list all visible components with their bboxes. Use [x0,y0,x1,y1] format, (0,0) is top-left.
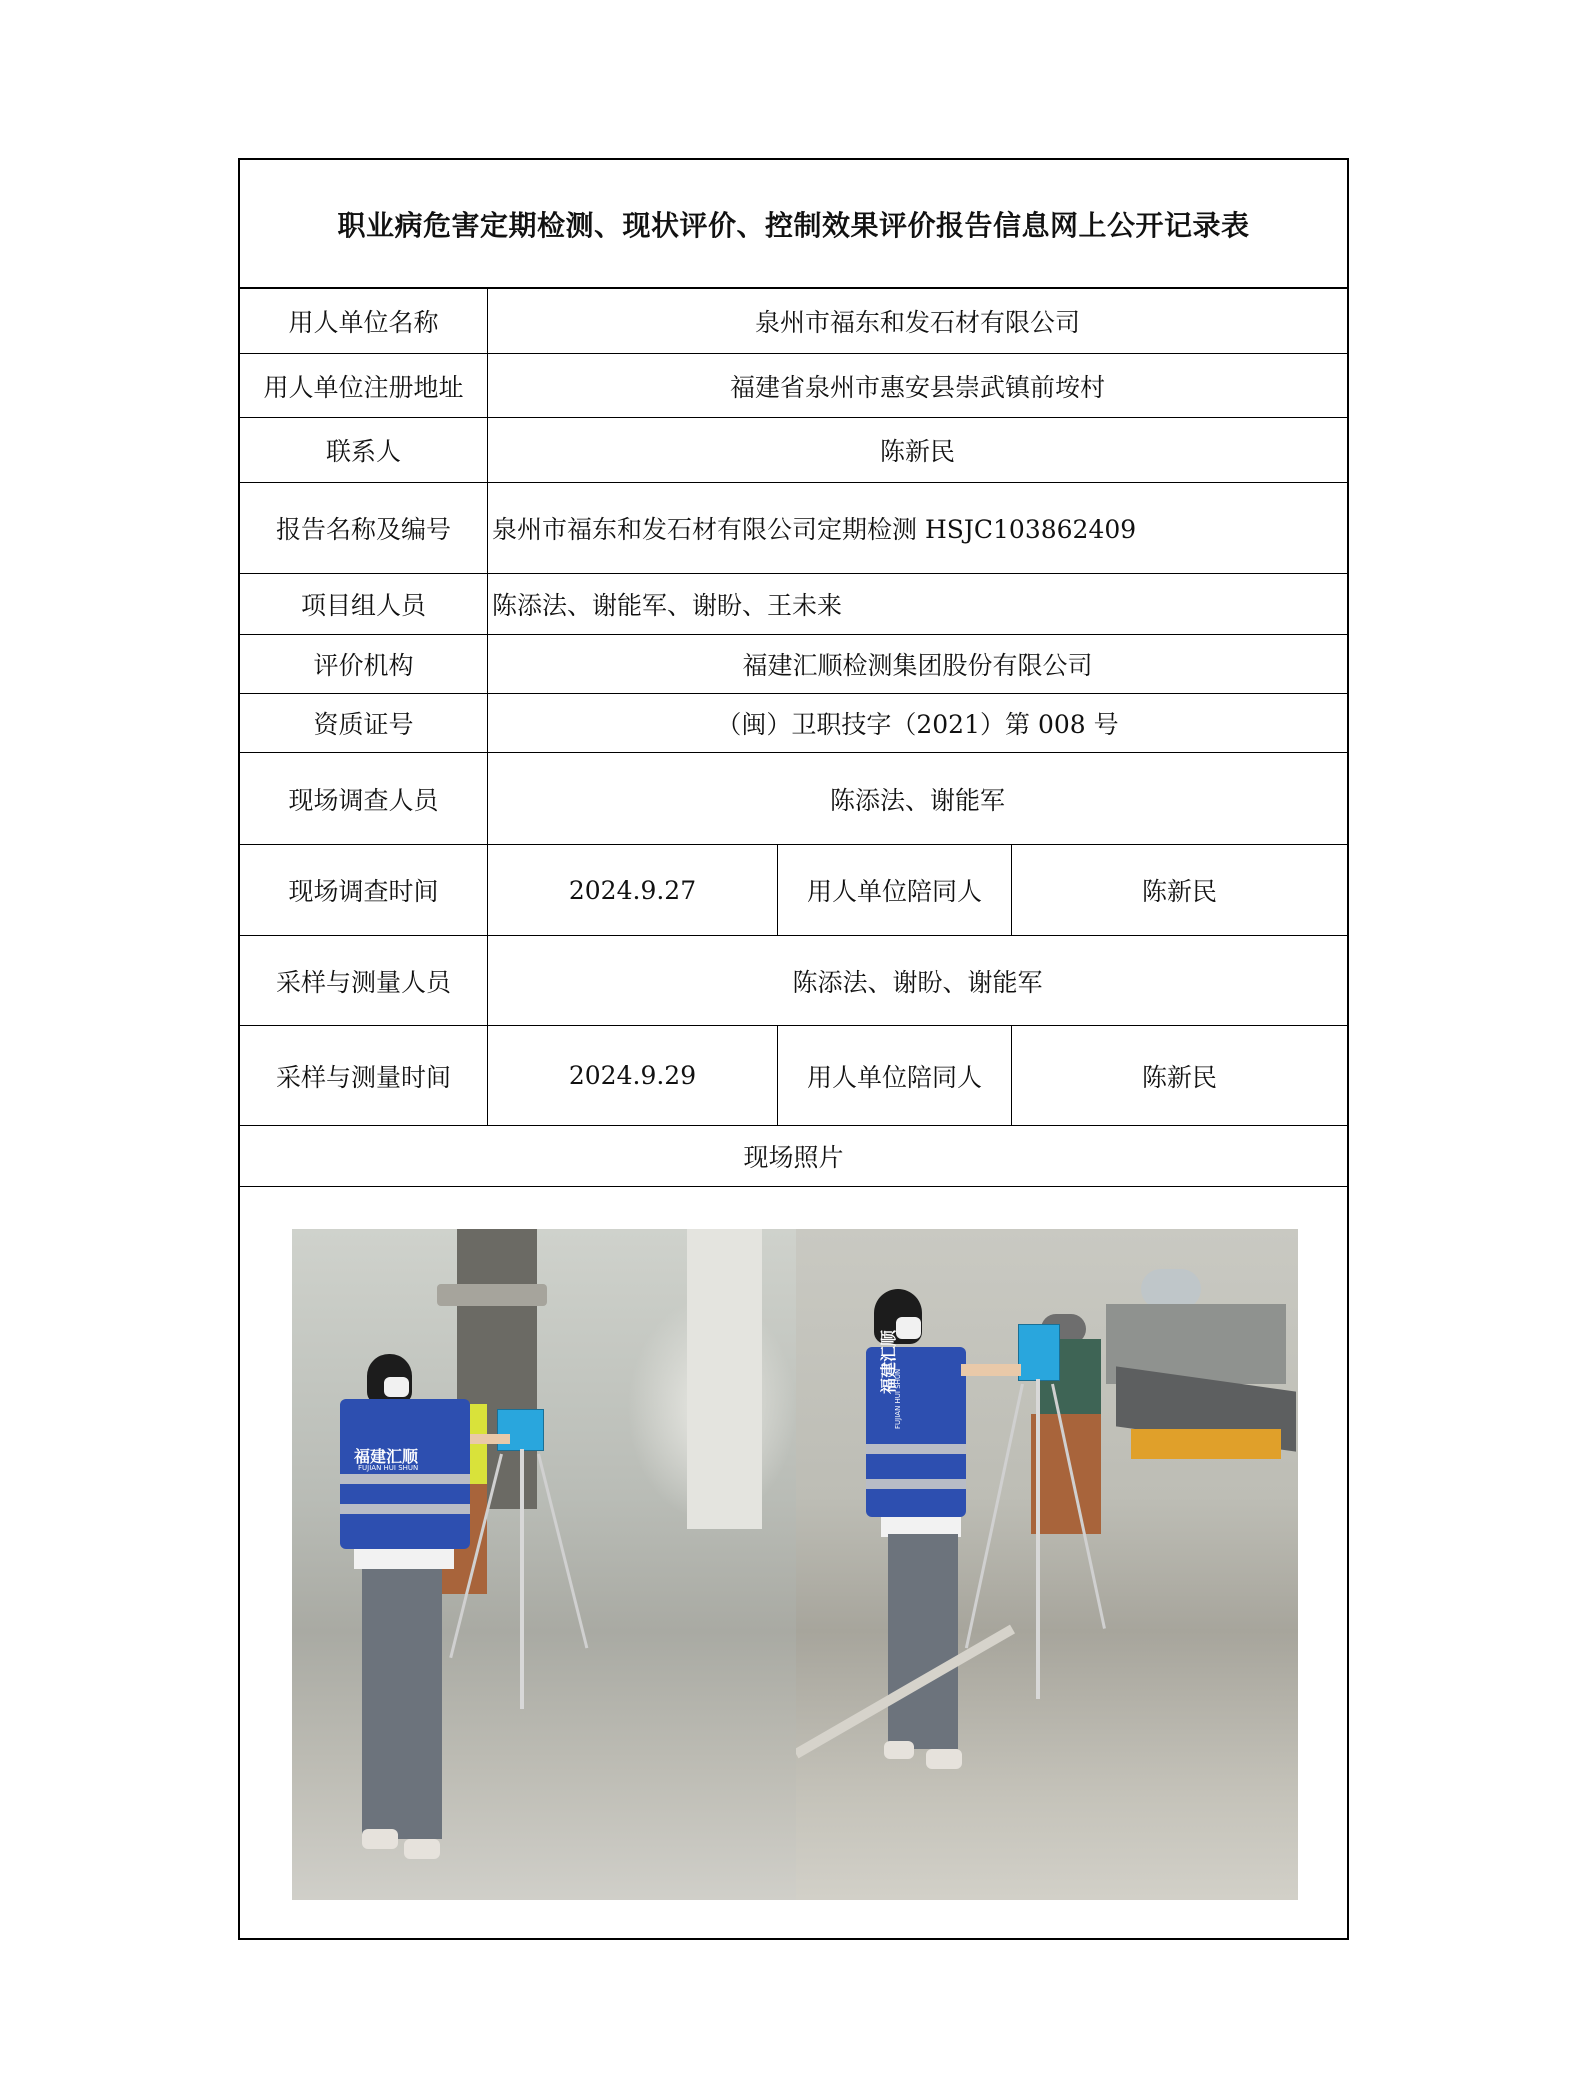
record-table [238,158,1349,1940]
value-report-name: 泉州市福东和发石材有限公司定期检测 HSJC103862409 [487,483,1347,573]
value-registered-address: 福建省泉州市惠安县崇武镇前垵村 [487,354,1347,417]
motor [1141,1269,1201,1309]
jeans [888,1534,958,1749]
shoe [362,1829,398,1849]
vest-stripe [866,1444,966,1454]
mask [896,1317,921,1339]
label-survey-time: 现场调查时间 [288,877,439,906]
site-photo-1 [292,1229,796,1900]
shoe [926,1749,962,1769]
tripod-leg [965,1384,1024,1649]
shirt [354,1549,454,1569]
label-report-name: 报告名称及编号 [275,515,451,544]
label-survey-staff: 现场调查人员 [288,785,439,815]
value-sampling-staff: 陈添法、谢盼、谢能军 [487,936,1347,1025]
row-sampling-time [240,1026,1347,1126]
value-employer-name: 泉州市福东和发石材有限公司 [487,289,1347,353]
pillar [687,1229,762,1529]
tripod-leg [1036,1379,1040,1699]
row-evaluation-agency [240,635,1347,694]
row-qualification [240,694,1347,753]
label-survey-companion: 用人单位陪同人 [777,845,1011,935]
mask [384,1377,409,1397]
row-report-name [240,483,1347,574]
vest-subtext: FUJIAN HUI SHUN [358,1464,419,1472]
tripod-leg [537,1454,588,1649]
label-employer-name: 用人单位名称 [288,308,439,337]
vest-stripe [340,1474,470,1484]
row-project-team [240,574,1347,635]
worker-apron [1031,1414,1101,1534]
value-qualification: （闽）卫职技字（2021）第 008 号 [487,694,1347,752]
value-sampling-date: 2024.9.29 [487,1026,777,1125]
label-registered-address: 用人单位注册地址 [263,372,464,402]
vest-stripe [340,1504,470,1514]
row-survey-time [240,845,1347,936]
document-title: 职业病危害定期检测、现状评价、控制效果评价报告信息网上公开记录表 [240,160,1347,289]
label-project-team: 项目组人员 [300,591,426,620]
shoe [404,1839,440,1859]
label-qualification: 资质证号 [313,710,414,739]
site-photo-2 [796,1229,1298,1900]
value-survey-staff: 陈添法、谢能军 [487,753,1347,844]
value-survey-date: 2024.9.27 [487,845,777,935]
label-contact: 联系人 [325,437,401,466]
row-survey-staff [240,753,1347,845]
vest-text: 福建汇顺 [879,1329,898,1394]
value-survey-companion: 陈新民 [1011,845,1347,935]
label-sampling-companion: 用人单位陪同人 [777,1026,1011,1125]
value-contact: 陈新民 [487,418,1347,482]
row-registered-address [240,354,1347,418]
label-sampling-staff: 采样与测量人员 [275,967,451,997]
yellow-base [1131,1429,1281,1459]
row-sampling-staff [240,936,1347,1026]
instrument-icon [1018,1324,1060,1381]
row-photos-header [240,1126,1347,1187]
value-evaluation-agency: 福建汇顺检测集团股份有限公司 [487,635,1347,693]
label-sampling-time: 采样与测量时间 [275,1062,451,1092]
shoe [884,1741,914,1759]
instrument-icon [497,1409,544,1451]
vest-text: 福建汇顺 [354,1447,419,1466]
value-sampling-companion: 陈新民 [1011,1026,1347,1125]
photos-header: 现场照片 [743,1143,844,1172]
row-contact [240,418,1347,483]
arm [470,1434,510,1444]
vest-stripe [866,1479,966,1489]
vest-subtext: FUJIAN HUI SHUN [894,1368,902,1429]
machine-head [437,1284,547,1306]
row-employer-name [240,289,1347,354]
tripod-leg [520,1449,524,1709]
label-evaluation-agency: 评价机构 [313,651,414,680]
site-photos [292,1229,1298,1900]
value-project-team: 陈添法、谢能军、谢盼、王未来 [487,574,1347,634]
arm [961,1364,1021,1376]
jeans [362,1569,442,1839]
